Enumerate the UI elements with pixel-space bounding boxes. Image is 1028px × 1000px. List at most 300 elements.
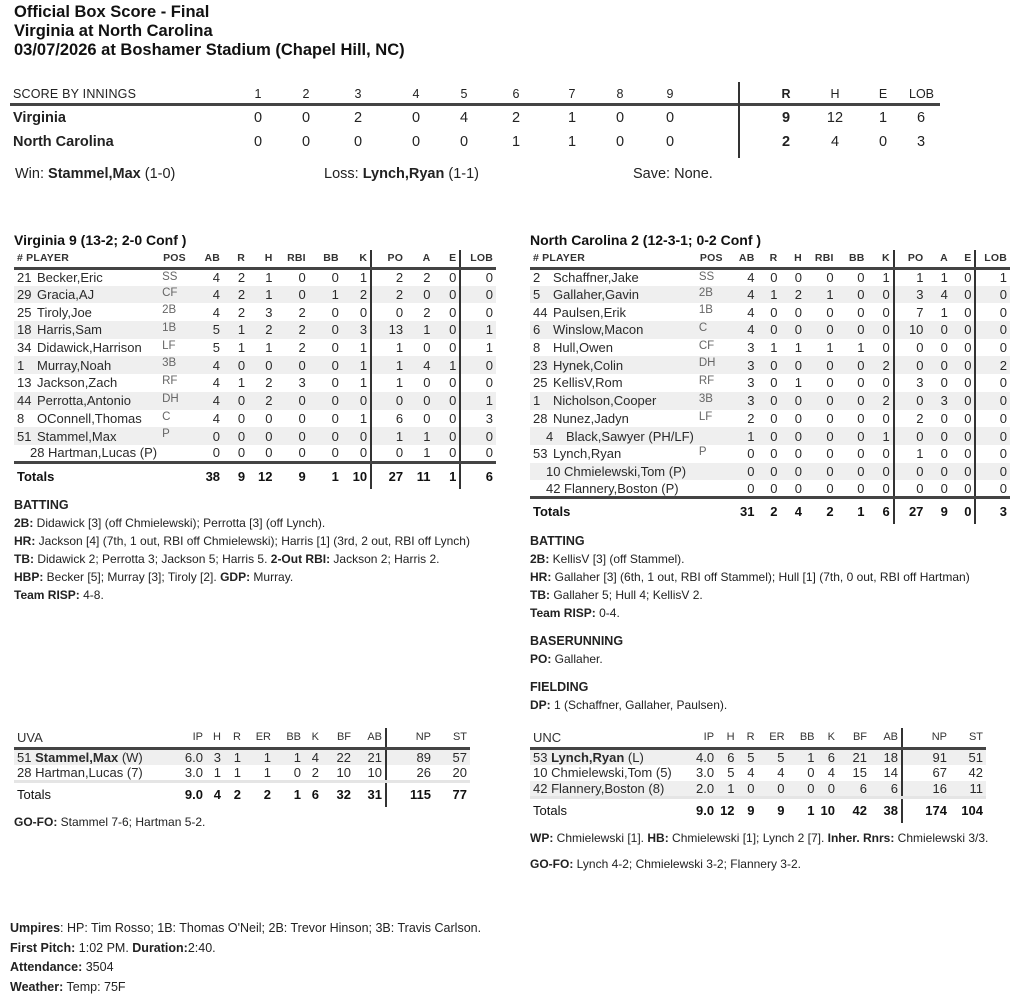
player-position: DH — [697, 356, 731, 374]
player-position — [160, 445, 195, 463]
total-st: 104 — [950, 797, 986, 823]
inning-score: 1 — [567, 110, 577, 126]
stat-h: 0 — [780, 321, 804, 339]
stat-st: 57 — [434, 748, 470, 765]
player-position — [697, 427, 731, 445]
total-a: 11 — [406, 463, 433, 489]
pitcher-cell — [14, 748, 168, 765]
stat-np: 91 — [902, 748, 950, 765]
total-st: 77 — [434, 781, 470, 807]
column-header-bb: BB — [274, 728, 304, 748]
note-text: Didawick [3] (off Chmielewski); Perrotta [3] (off Lynch). — [33, 516, 326, 530]
stat-np: 16 — [902, 781, 950, 798]
stat-lob: 0 — [460, 374, 496, 392]
totals-label: Totals — [530, 498, 731, 524]
stat-a: 1 — [406, 321, 433, 339]
player-name: KellisV,Rom — [553, 375, 623, 391]
spacer — [530, 622, 1028, 630]
column-header-r: R — [757, 250, 780, 268]
stat-h: 3 — [265, 304, 273, 320]
matchup-title: Virginia at North Carolina — [14, 22, 213, 40]
line-score-row-north-carolina — [10, 130, 940, 154]
total-bb: 1 — [837, 498, 868, 524]
stat-bf: 15 — [852, 765, 867, 780]
stat-po: 0 — [894, 356, 927, 374]
player-number: 28 — [30, 445, 45, 461]
stat-np: 89 — [386, 748, 434, 765]
stat-po: 13 — [371, 321, 406, 339]
stat-po: 0 — [371, 392, 406, 410]
note-text: 1:02 PM. — [75, 940, 133, 955]
stat-st: 42 — [968, 765, 983, 780]
player-row — [530, 410, 1010, 428]
stat-rbi: 0 — [805, 427, 837, 445]
stat-rbi: 0 — [275, 427, 308, 445]
total-r: 9 — [223, 463, 248, 489]
stat-rbi: 2 — [298, 304, 306, 320]
inning-header-4: 4 — [412, 87, 420, 101]
save-label: Save: — [633, 166, 671, 182]
stat-bb: 0 — [309, 321, 342, 339]
stat-bb: 0 — [309, 356, 342, 374]
player-name: Lynch,Ryan — [553, 446, 622, 462]
player-position: 1B — [160, 321, 195, 339]
player-number: 2 — [533, 270, 541, 286]
total-k: 10 — [342, 463, 371, 489]
total-h: 4 — [206, 781, 224, 807]
stat-h: 0 — [794, 480, 802, 496]
loss-pitcher: Lynch,Ryan — [362, 166, 445, 182]
column-header-bb: BB — [788, 728, 818, 748]
stat-k: 0 — [818, 781, 838, 798]
player-name: Gallaher,Gavin — [553, 287, 639, 303]
total-bb: 1 — [309, 463, 342, 489]
total-e: 1 — [878, 110, 888, 126]
player-name: Nicholson,Cooper — [553, 393, 657, 409]
stat-h: 0 — [780, 427, 804, 445]
player-position — [697, 463, 731, 481]
stat-ab: 14 — [883, 765, 898, 780]
stat-e: 0 — [951, 356, 976, 374]
stat-st: 51 — [950, 748, 986, 765]
unc-batting-notes — [530, 530, 1028, 714]
stat-ab: 4 — [731, 286, 757, 304]
stat-bb: 0 — [331, 304, 339, 320]
stat-ab: 0 — [747, 480, 755, 496]
pitcher-number: 53 — [533, 749, 548, 765]
total-k: 6 — [304, 781, 322, 807]
virginia-batting-table — [14, 250, 496, 489]
stat-po: 2 — [371, 268, 406, 286]
pitcher-note: (L) — [627, 749, 644, 765]
stat-ab: 0 — [747, 446, 755, 462]
player-name: Gracia,AJ — [37, 287, 95, 303]
stat-rbi: 0 — [805, 356, 837, 374]
total-po: 27 — [894, 498, 927, 524]
stat-h: 0 — [780, 392, 804, 410]
stat-h: 1 — [213, 764, 221, 780]
player-row — [530, 463, 1010, 481]
stat-e: 0 — [964, 340, 972, 356]
stat-bb: 0 — [837, 392, 868, 410]
player-position: P — [160, 427, 195, 445]
player-cell — [530, 356, 697, 374]
column-header-k: K — [342, 250, 371, 268]
stat-k: 0 — [882, 480, 890, 496]
pitcher-row — [530, 781, 986, 798]
pitcher-name: Chmielewski,Tom — [551, 765, 653, 780]
total-h: 12 — [717, 797, 737, 823]
inning-score: 0 — [411, 134, 421, 150]
player-cell — [530, 392, 697, 410]
column-header-player — [14, 250, 160, 268]
column-header-rbi: RBI — [275, 250, 308, 268]
stat-np: 26 — [386, 765, 434, 782]
player-position: CF — [160, 286, 195, 304]
stat-k: 3 — [342, 321, 371, 339]
note-text: 2:40. — [187, 940, 216, 955]
stat-r: 0 — [770, 480, 778, 496]
stat-e: 0 — [449, 410, 457, 426]
player-row — [14, 410, 496, 428]
player-row — [530, 286, 1010, 304]
stat-a: 0 — [926, 463, 950, 481]
player-number: 1 — [17, 357, 25, 373]
stat-r: 1 — [233, 764, 241, 780]
player-cell — [530, 339, 697, 357]
note-line — [14, 550, 504, 568]
stat-ab: 3 — [747, 375, 755, 391]
inning-score: 0 — [253, 134, 263, 150]
note-text: Becker [5]; Murray [3]; Tiroly [2]. — [43, 570, 221, 584]
stat-ab: 0 — [731, 463, 757, 481]
stat-r: 0 — [770, 446, 778, 462]
pitcher-note: (5) — [655, 765, 672, 780]
player-name: Stammel,Max — [37, 428, 117, 444]
stat-k: 1 — [359, 375, 368, 391]
batting-header-row — [14, 250, 496, 268]
stat-h: 0 — [794, 446, 802, 462]
stat-h: 0 — [794, 410, 802, 426]
player-number: 13 — [17, 375, 32, 391]
stat-ab: 4 — [731, 321, 757, 339]
player-row — [530, 356, 1010, 374]
stat-lob: 0 — [975, 410, 1010, 428]
total-er: 2 — [244, 781, 274, 807]
stat-h: 1 — [248, 286, 275, 304]
stat-bf: 10 — [336, 764, 351, 780]
total-header-h: H — [830, 87, 840, 101]
stat-r: 0 — [770, 410, 778, 426]
stat-a: 2 — [423, 304, 431, 320]
stat-po: 0 — [894, 480, 927, 498]
player-number: 5 — [533, 287, 541, 303]
total-lob: 6 — [460, 463, 496, 489]
inning-score: 2 — [353, 110, 363, 126]
player-number: 6 — [533, 322, 541, 338]
stat-h: 6 — [717, 748, 737, 765]
inning-header-5: 5 — [460, 87, 468, 101]
pitcher-number: 10 — [533, 765, 548, 780]
stat-po: 1 — [371, 374, 406, 392]
footer-line — [10, 939, 481, 959]
stat-a: 0 — [423, 410, 431, 426]
player-name: Chmielewski,Tom (P) — [564, 463, 687, 479]
total-e: 0 — [878, 134, 888, 150]
inning-score: 2 — [511, 110, 521, 126]
inning-header-1: 1 — [254, 87, 262, 101]
stat-k: 2 — [868, 356, 894, 374]
pitching-team-label: UNC — [530, 728, 679, 748]
pitcher-row — [14, 748, 470, 765]
column-header-ab: AB — [870, 728, 902, 748]
stat-rbi: 3 — [298, 375, 306, 391]
team-name: North Carolina — [13, 134, 114, 150]
player-cell — [14, 321, 160, 339]
stat-a: 2 — [423, 270, 431, 286]
total-po: 27 — [371, 463, 406, 489]
note-text: Didawick 2; Perrotta 3; Jackson 5; Harris 5. — [34, 552, 271, 566]
player-row — [14, 392, 496, 410]
stat-e: 0 — [964, 270, 972, 286]
total-rbi: 2 — [805, 498, 837, 524]
note-text: Jackson [4] (7th, 1 out, RBI off Chmielewski); Harris [1] (3rd, 2 out, RBI off Lynch) — [35, 534, 470, 548]
stat-rbi: 0 — [805, 321, 837, 339]
inning-header-2: 2 — [302, 87, 310, 101]
stat-h: 1 — [265, 340, 273, 356]
stat-a: 1 — [940, 270, 948, 286]
stat-lob: 0 — [460, 427, 496, 445]
stat-r: 1 — [237, 375, 246, 391]
note-text: 1 (Schaffner, Gallaher, Paulsen). — [550, 698, 728, 712]
stat-a: 0 — [940, 340, 948, 356]
stat-bb: 0 — [857, 270, 865, 286]
player-number: 18 — [17, 322, 32, 338]
total-ip: 9.0 — [679, 797, 717, 823]
stat-bb: 0 — [331, 445, 339, 461]
player-row — [14, 303, 496, 321]
line-score-divider — [738, 82, 740, 158]
note-text: Gallaher. — [551, 652, 603, 666]
stat-a: 0 — [423, 340, 431, 356]
inning-header-3: 3 — [354, 87, 362, 101]
stat-ab: 18 — [870, 748, 902, 765]
note-label: TB: — [14, 552, 34, 566]
footer-line — [10, 978, 481, 998]
note-line — [14, 532, 504, 550]
stat-rbi: 0 — [275, 286, 308, 304]
stat-bf: 21 — [838, 748, 870, 765]
note-text: Murray. — [250, 570, 294, 584]
note-label: 2-Out RBI: — [270, 552, 331, 566]
stat-lob: 0 — [460, 445, 496, 463]
column-header-pos: POS — [697, 250, 731, 268]
note-text: Chmielewski 3/3. — [894, 831, 989, 845]
player-position: LF — [162, 339, 176, 352]
note-line — [14, 813, 504, 831]
total-lob: 3 — [916, 134, 926, 150]
note-line — [530, 568, 1028, 586]
stat-h: 1 — [265, 270, 273, 286]
player-position: 1B — [698, 304, 713, 317]
stat-ab: 4 — [196, 356, 224, 374]
stat-h: 5 — [727, 765, 735, 780]
pitcher-note: (7) — [126, 764, 143, 780]
note-text: : HP: Tim Rosso; 1B: Thomas O'Neil; 2B: Trevor Hinson; 3B: Travis Carlson. — [60, 921, 482, 935]
player-row — [530, 321, 1010, 339]
note-label: WP: — [530, 831, 554, 845]
stat-k: 4 — [827, 765, 835, 780]
stat-ip: 3.0 — [695, 765, 715, 780]
stat-er: 5 — [758, 748, 788, 765]
stat-r: 2 — [237, 304, 246, 320]
stat-st: 11 — [950, 781, 986, 798]
total-bf: 42 — [838, 797, 870, 823]
date-venue: 03/07/2026 at Boshamer Stadium (Chapel Hill, NC) — [14, 41, 405, 59]
stat-po: 2 — [894, 410, 927, 428]
column-header-st: ST — [434, 728, 470, 748]
total-bb: 1 — [788, 797, 818, 823]
player-cell — [530, 410, 697, 428]
stat-r: 1 — [237, 340, 246, 356]
stat-lob: 0 — [975, 321, 1010, 339]
stat-bb: 0 — [788, 781, 818, 798]
stat-a: 4 — [406, 356, 433, 374]
player-row — [14, 356, 496, 374]
stat-rbi: 0 — [298, 270, 306, 286]
stat-k: 1 — [868, 427, 894, 445]
stat-lob: 0 — [460, 268, 496, 286]
stat-lob: 0 — [460, 356, 496, 374]
pitcher-name: Lynch,Ryan — [551, 749, 625, 765]
stat-h: 0 — [780, 463, 804, 481]
stat-k: 1 — [359, 410, 368, 426]
stat-po: 1 — [371, 427, 406, 445]
note-label: GDP: — [220, 570, 251, 584]
total-bf: 32 — [322, 781, 354, 807]
total-er: 9 — [758, 797, 788, 823]
stat-e: 0 — [951, 463, 976, 481]
player-position: 2B — [697, 286, 731, 304]
total-ab: 31 — [731, 498, 757, 524]
player-cell — [530, 321, 697, 339]
player-name: Perrotta,Antonio — [37, 393, 131, 409]
stat-e: 0 — [433, 321, 460, 339]
stat-k: 0 — [868, 463, 894, 481]
player-number: 10 — [546, 463, 561, 479]
inning-score: 0 — [665, 134, 675, 150]
stat-er: 1 — [244, 748, 274, 765]
column-header-np: NP — [902, 728, 950, 748]
stat-e: 0 — [449, 445, 457, 461]
column-header-h: H — [248, 250, 275, 268]
stat-h: 0 — [794, 270, 802, 286]
note-line — [14, 514, 504, 532]
stat-k: 4 — [304, 748, 322, 765]
total-a: 9 — [926, 498, 950, 524]
player-cell — [530, 445, 697, 463]
stat-lob: 0 — [975, 339, 1010, 357]
pitcher-cell — [530, 765, 679, 781]
virginia-batting-title: Virginia 9 (13-2; 2-0 Conf ) — [14, 232, 187, 248]
player-row — [14, 268, 496, 286]
stat-h: 1 — [794, 340, 802, 356]
pitcher-row — [14, 765, 470, 782]
stat-rbi: 1 — [805, 286, 837, 304]
note-text: 3504 — [82, 960, 114, 974]
pitcher-name: Flannery,Boston — [551, 780, 645, 796]
column-header-rbi: RBI — [805, 250, 837, 268]
stat-k: 0 — [882, 446, 890, 462]
stat-er: 0 — [758, 781, 788, 798]
stat-po: 7 — [894, 303, 927, 321]
note-text: 4-8. — [79, 588, 104, 602]
player-name: Hull,Owen — [553, 340, 613, 356]
totals-row — [530, 797, 986, 823]
column-header-e: E — [951, 250, 976, 268]
total-r: 2 — [757, 498, 780, 524]
player-position: RF — [162, 375, 178, 388]
uva-pitching-table — [14, 728, 470, 807]
note-label: GO-FO: — [530, 857, 574, 871]
stat-po: 1 — [894, 445, 927, 463]
player-number: 25 — [533, 375, 548, 391]
stat-lob: 2 — [975, 356, 1010, 374]
column-header-k: K — [818, 728, 838, 748]
stat-k: 0 — [882, 375, 890, 391]
save-decision — [633, 166, 713, 182]
stat-e: 0 — [433, 427, 460, 445]
stat-lob: 3 — [460, 410, 496, 428]
note-label: TB: — [530, 588, 550, 602]
column-header-bb: BB — [837, 250, 868, 268]
footer-line — [10, 958, 481, 978]
unc-batting-title: North Carolina 2 (12-3-1; 0-2 Conf ) — [530, 232, 762, 248]
pitcher-note: (8) — [648, 780, 665, 796]
total-lob: 6 — [916, 110, 926, 126]
note-text: Stammel 7-6; Hartman 5-2. — [57, 815, 206, 829]
player-number: 4 — [546, 428, 554, 444]
stat-bb: 1 — [309, 286, 342, 304]
total-k: 6 — [868, 498, 894, 524]
stat-lob: 0 — [460, 303, 496, 321]
stat-a: 0 — [406, 286, 433, 304]
stat-lob: 0 — [975, 286, 1010, 304]
stat-ab: 4 — [212, 375, 221, 391]
stat-a: 1 — [940, 304, 948, 320]
note-label: 2B: — [530, 552, 550, 566]
player-row — [530, 374, 1010, 392]
stat-k: 0 — [868, 286, 894, 304]
player-position: RF — [698, 375, 715, 388]
total-np: 115 — [386, 781, 434, 807]
stat-r: 0 — [223, 356, 248, 374]
stat-rbi: 0 — [298, 445, 306, 461]
note-text: Chmielewski [1]; Lynch 2 [7]. — [668, 831, 828, 845]
stat-bb: 1 — [788, 748, 818, 765]
stat-h: 0 — [248, 356, 275, 374]
note-label: First Pitch: — [10, 940, 76, 955]
stat-bb: 0 — [857, 304, 865, 320]
total-lob: 3 — [975, 498, 1010, 524]
note-line — [530, 829, 1024, 847]
note-label: HBP: — [14, 570, 44, 584]
pitcher-number: 42 — [533, 780, 548, 796]
notes-heading: BASERUNNING — [530, 634, 624, 648]
stat-rbi: 0 — [826, 375, 834, 391]
total-bb: 1 — [274, 781, 304, 807]
loss-record: (1-1) — [448, 166, 480, 182]
